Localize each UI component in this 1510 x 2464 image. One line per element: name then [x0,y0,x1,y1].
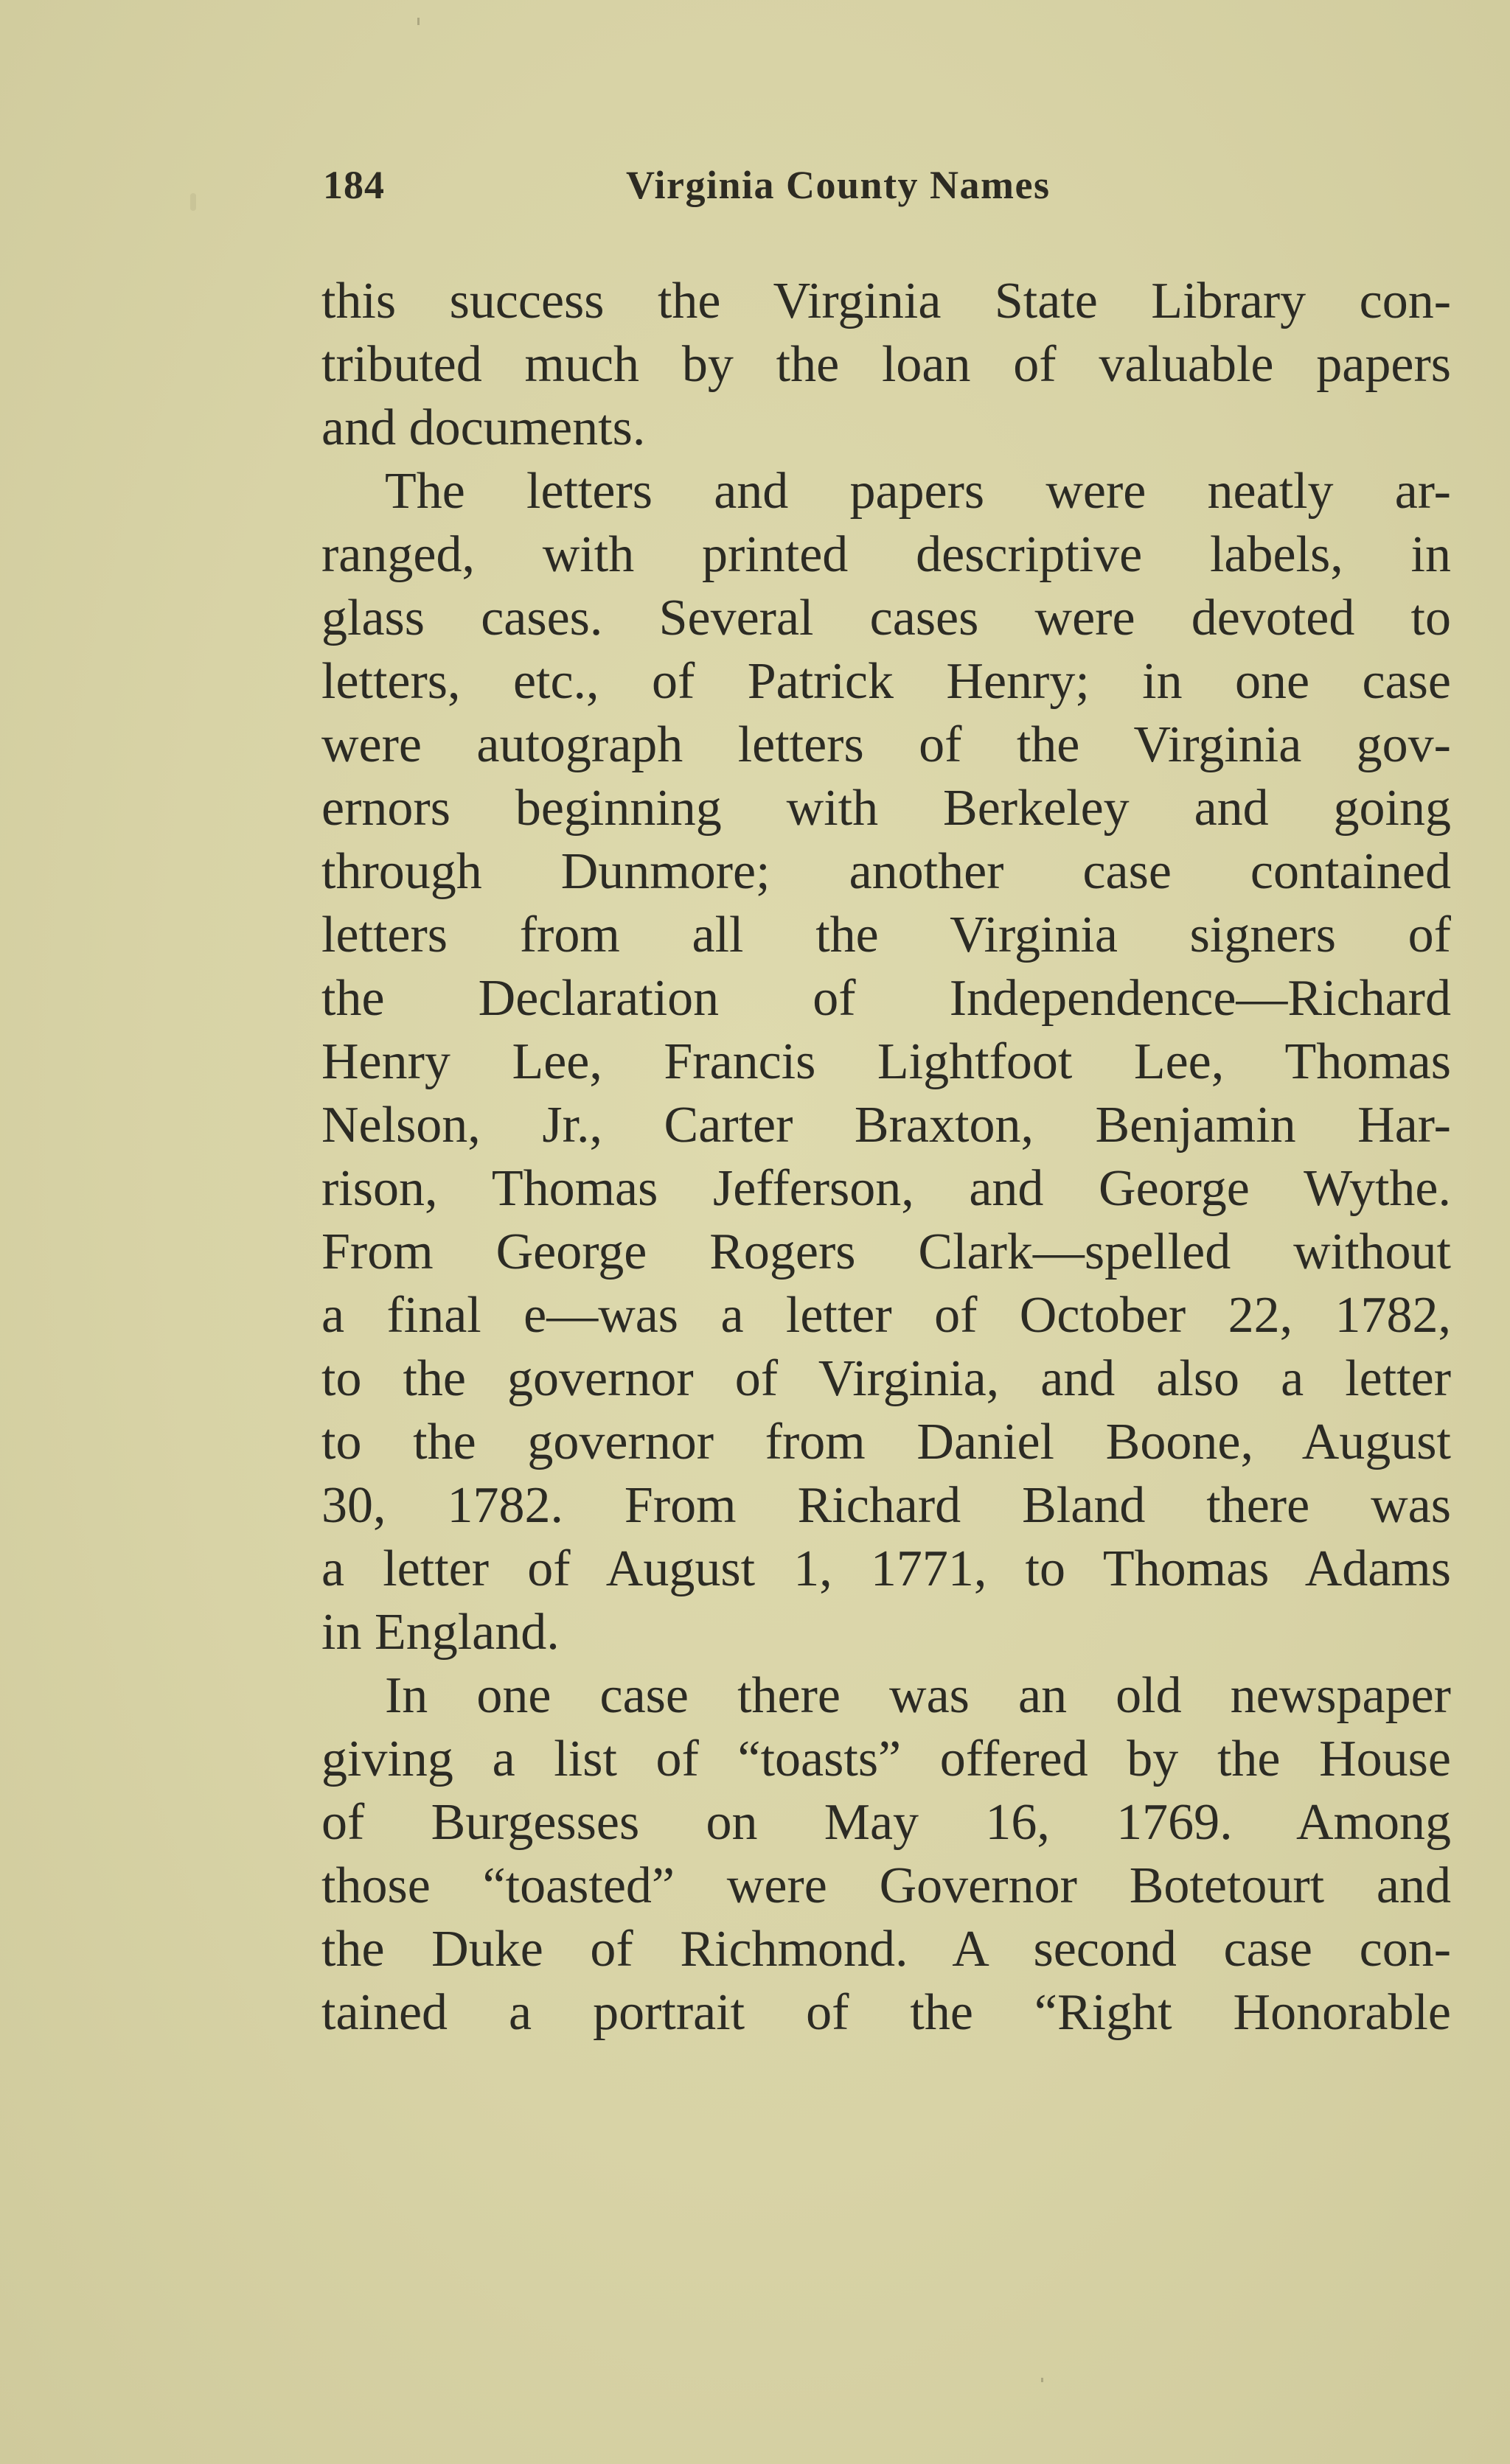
text-line: and documents. [321,399,646,456]
text-line: tributed much by the loan of valuable papers [321,336,1451,393]
page-header [321,162,1451,214]
text-line: rison, Thomas Jefferson, and George Wythe. [321,1160,1451,1217]
body-text [321,270,1451,2045]
text-line: ernors beginning with Berkeley and going [321,780,1451,837]
running-head: Virginia County Names [626,163,1051,207]
text-line: through Dunmore; another case contained [321,843,1451,900]
text-line: letters, etc., of Patrick Henry; in one case [321,653,1451,710]
text-line: glass cases. Several cases were devoted to [321,590,1451,646]
text-line: In one case there was an old newspaper [385,1667,1451,1724]
text-line: to the governor of Virginia, and also a letter [321,1350,1451,1407]
text-line: were autograph letters of the Virginia gov- [321,716,1451,773]
text-line: in England. [321,1604,560,1661]
text-line: 30, 1782. From Richard Bland there was [321,1477,1451,1534]
page-number: 184 [323,163,385,207]
text-line: this success the Virginia State Library con- [321,273,1451,329]
text-line: Nelson, Jr., Carter Braxton, Benjamin Har- [321,1097,1451,1154]
text-line: From George Rogers Clark—spelled without [321,1224,1451,1280]
text-line: of Burgesses on May 16, 1769. Among [321,1794,1451,1851]
text-line: those “toasted” were Governor Botetourt and [321,1857,1451,1914]
text-line: a final e—was a letter of October 22, 1782, [321,1287,1451,1344]
book-page [321,162,1451,2041]
text-line: the Duke of Richmond. A second case con- [321,1921,1451,1978]
text-line: tained a portrait of the “Right Honorable [321,1984,1451,2041]
text-line: The letters and papers were neatly ar- [385,463,1451,520]
paper-speck [1041,2378,1043,2382]
text-line: the Declaration of Independence—Richard [321,970,1451,1027]
paper-speck [417,18,420,25]
text-line: a letter of August 1, 1771, to Thomas Adams [321,1540,1451,1597]
text-line: to the governor from Daniel Boone, August [321,1414,1451,1470]
paper-smudge [190,193,196,211]
text-line: Henry Lee, Francis Lightfoot Lee, Thomas [321,1033,1451,1090]
text-line: giving a list of “toasts” offered by the House [321,1731,1451,1787]
text-line: letters from all the Virginia signers of [321,907,1451,963]
text-line: ranged, with printed descriptive labels, in [321,526,1451,583]
